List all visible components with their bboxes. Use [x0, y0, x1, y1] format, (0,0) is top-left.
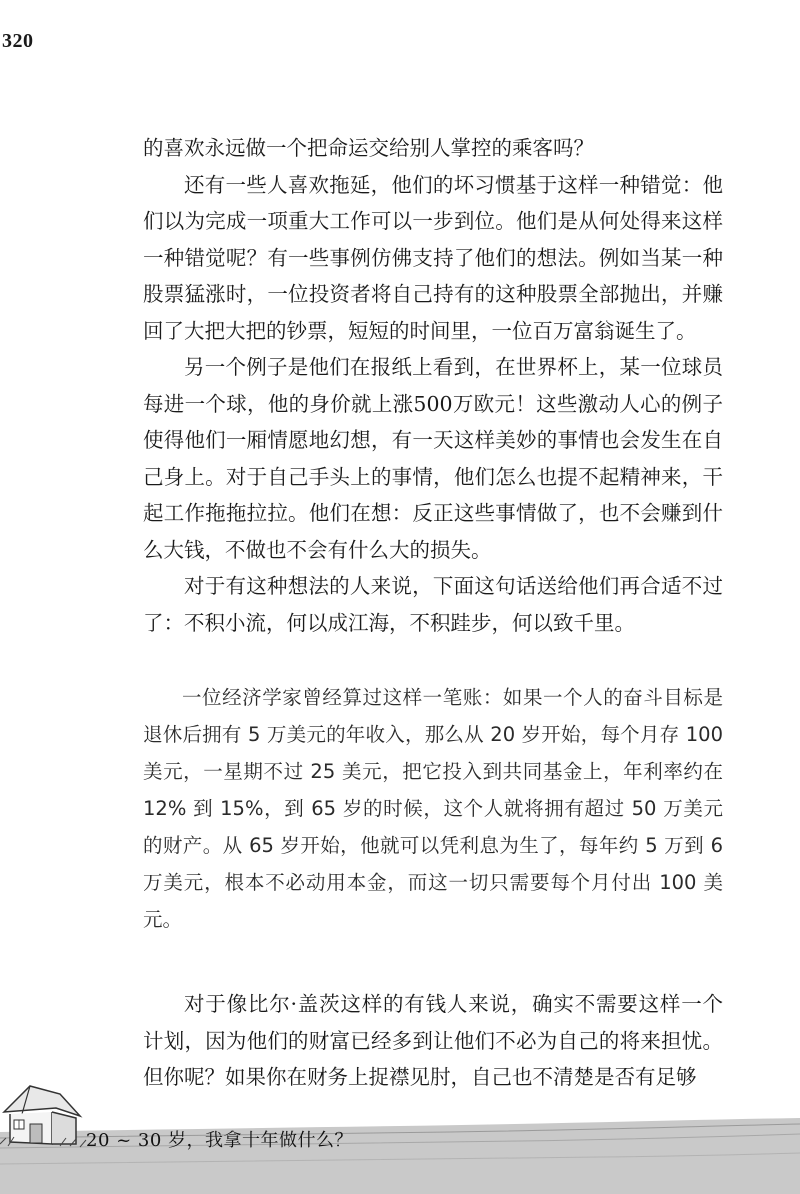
- body-paragraph-4: 对于有这种想法的人来说，下面这句话送给他们再合适不过了：不积小流，何以成江海，不积跬步，何以致千里。: [143, 574, 723, 635]
- body-paragraph-5: 对于像比尔·盖茨这样的有钱人来说，确实不需要这样一个计划，因为他们的财富已经多到让他们不必为自己的将来担忧。但你呢？如果你在财务上捉襟见肘，自己也不清楚是否有足够: [143, 992, 723, 1089]
- body-paragraph-2: 还有一些人喜欢拖延，他们的坏习惯基于这样一种错觉：他们以为完成一项重大工作可以一步到位。他们是从何处得来这样一种错觉呢？有一些事例仿佛支持了他们的想法。例如当某一种股票猛涨时，一位投资者将自己持有的这种股票全部抛出，并赚回了大把大把的钞票，短短的时间里，一位百万富翁诞生了。: [143, 172, 723, 343]
- body-paragraph-1: 的喜欢永远做一个把命运交给别人掌控的乘客吗？: [143, 136, 594, 160]
- running-footer-title: 20 ~ 30 岁，我拿十年做什么？: [86, 1130, 354, 1151]
- page-body: [143, 130, 723, 1096]
- page-number: 320: [2, 30, 34, 52]
- house-sketch-icon: [0, 1074, 90, 1154]
- body-paragraph-3: 另一个例子是他们在报纸上看到，在世界杯上，某一位球员每进一个球，他的身价就上涨500万欧元！这些激动人心的例子使得他们一厢情愿地幻想，有一天这样美妙的事情也会发生在自己身上。对于自己手头上的事情，他们怎么也提不起精神来，干起工作拖拖拉拉。他们在想：反正这些事情做了，也不会赚到什么大钱，不做也不会有什么大的损失。: [143, 355, 723, 562]
- sidebar-paragraph: 一位经济学家曾经算过这样一笔账：如果一个人的奋斗目标是退休后拥有 5 万美元的年收入，那么从 20 岁开始，每个月存 100 美元，一星期不过 25 美元，把它投入到共同基金上，年利率约在 12% 到 15%，到 65 岁的时候，这个人就将拥有超过 50 万美元的财产。从 65 岁开始，他就可以凭利息为生了，每年约 5 万到 6 万美元，根本不必动用本金，而这一切只需要每个月付出 100 美元。: [143, 686, 723, 931]
- page-footer: [0, 1074, 800, 1194]
